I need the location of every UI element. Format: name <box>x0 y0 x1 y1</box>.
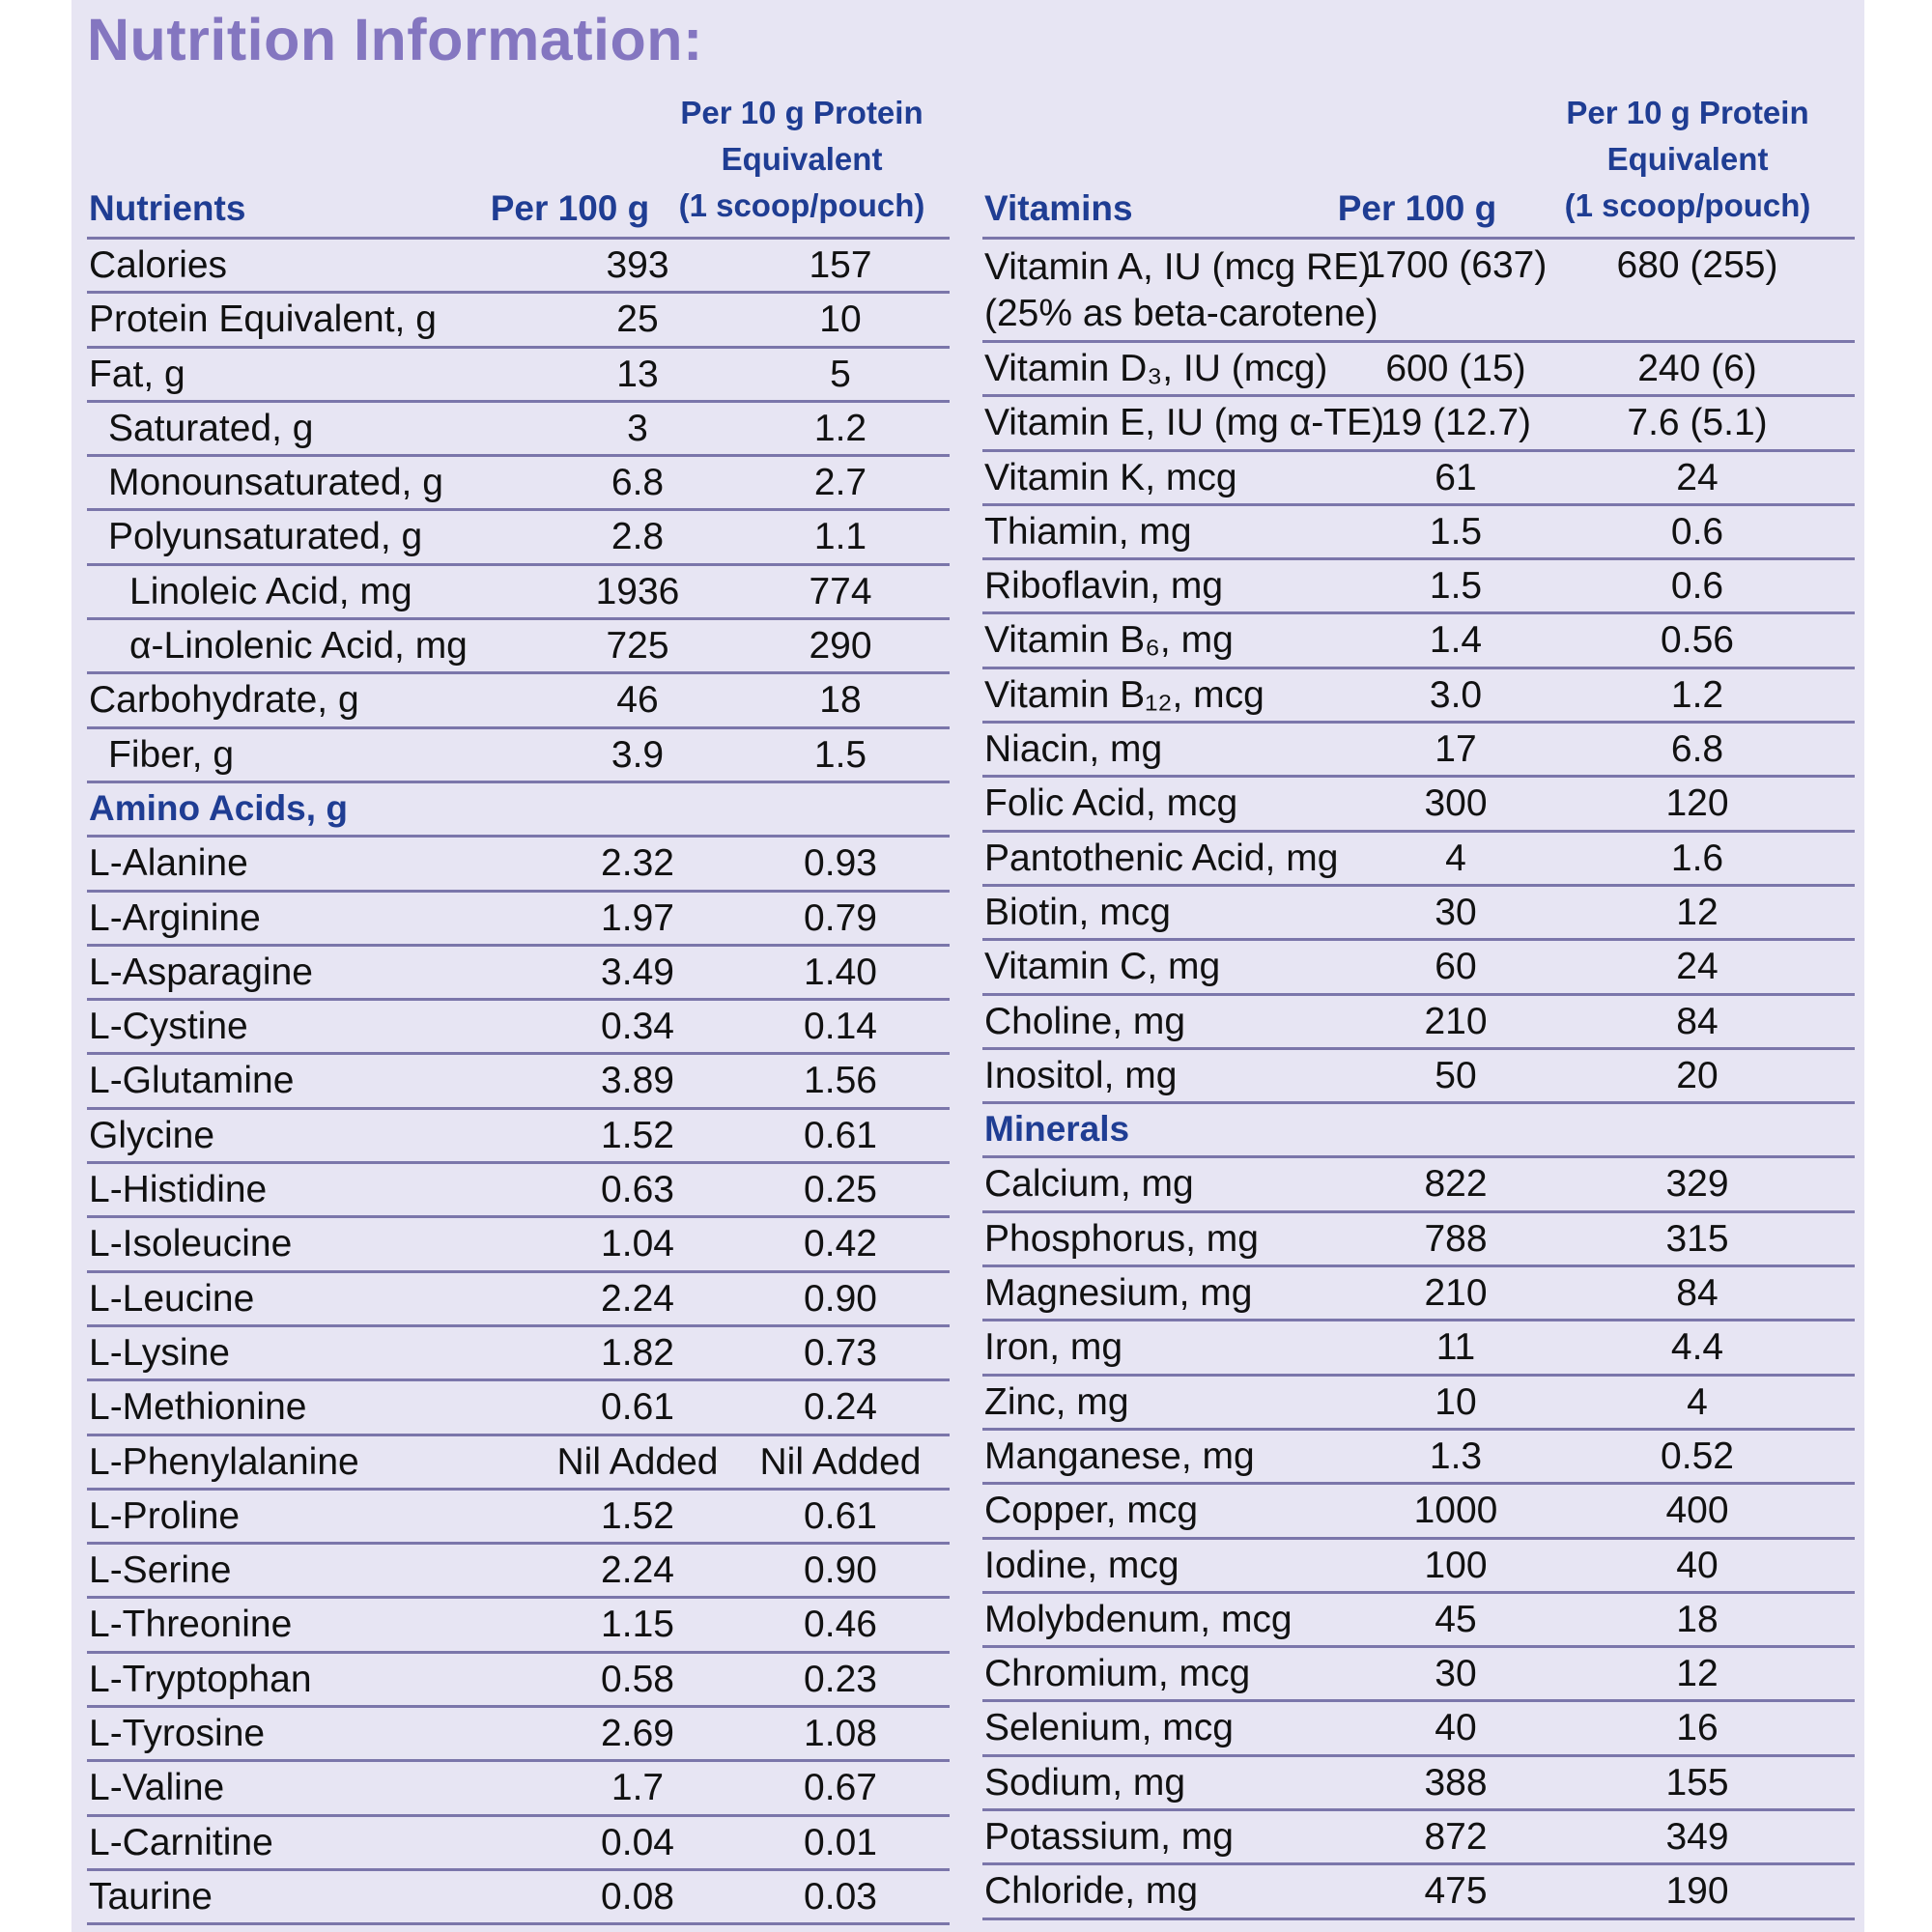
nutrient-name: Vitamin A, IU (mcg RE) (25% as beta-carotene) <box>984 246 1378 334</box>
value-per-10g-protein: 4 <box>1687 1380 1708 1423</box>
nutrient-name: L-Phenylalanine <box>89 1440 359 1483</box>
table-row <box>87 1164 950 1218</box>
nutrient-name: Fiber, g <box>108 733 235 776</box>
table-row <box>982 1811 1855 1865</box>
nutrient-name: Molybdenum, mcg <box>984 1598 1293 1640</box>
table-row <box>982 1540 1855 1594</box>
table-row <box>87 1491 950 1545</box>
value-per-10g-protein: 0.61 <box>804 1494 877 1537</box>
value-per-10g-protein: 1.1 <box>813 516 867 558</box>
value-per-100g: 0.58 <box>601 1658 674 1700</box>
table-row <box>982 1050 1855 1104</box>
value-per-100g: 25 <box>616 298 659 341</box>
value-per-100g: 3.89 <box>601 1060 674 1102</box>
value-per-10g-protein: 0.25 <box>804 1169 877 1211</box>
nutrient-name: Copper, mcg <box>984 1490 1199 1532</box>
value-per-10g-protein: 155 <box>1665 1761 1729 1804</box>
nutrient-name: L-Leucine <box>89 1277 255 1320</box>
value-per-100g: 30 <box>1435 891 1477 933</box>
value-per-10g-protein: 0.52 <box>1661 1435 1734 1477</box>
value-per-10g-protein: 40 <box>1676 1544 1719 1586</box>
table-row <box>982 1485 1855 1539</box>
table-row <box>87 1817 950 1871</box>
table-row <box>87 1218 950 1272</box>
nutrient-name: Calories <box>89 244 228 286</box>
value-per-10g-protein: 12 <box>1676 891 1719 933</box>
value-per-10g-protein: 0.67 <box>804 1767 877 1809</box>
nutrient-name: Vitamin B₁₂, mcg <box>984 673 1264 716</box>
table-row <box>982 614 1855 668</box>
value-per-10g-protein: 0.90 <box>804 1277 877 1320</box>
nutrient-name: Taurine <box>89 1875 213 1918</box>
nutrient-name: L-Threonine <box>89 1604 293 1646</box>
table-row <box>87 1110 950 1164</box>
nutrient-name: Folic Acid, mcg <box>984 782 1238 825</box>
value-per-10g-protein: 1.40 <box>804 951 877 993</box>
nutrient-name: Saturated, g <box>108 407 314 449</box>
value-per-100g: 0.34 <box>601 1006 674 1048</box>
value-per-100g: 6.8 <box>611 462 665 504</box>
nutrients-table-body <box>87 237 950 1925</box>
value-per-10g-protein: 84 <box>1676 1272 1719 1315</box>
nutrients-table-header <box>87 92 950 237</box>
value-per-100g: 1.52 <box>601 1494 674 1537</box>
value-per-100g: 475 <box>1424 1870 1488 1913</box>
table-row <box>87 1708 950 1762</box>
value-per-100g: 1.97 <box>601 896 674 939</box>
table-row <box>982 1431 1855 1485</box>
table-row <box>982 240 1855 343</box>
value-per-10g-protein: 120 <box>1665 782 1729 825</box>
value-per-10g-protein: 20 <box>1676 1054 1719 1096</box>
value-per-100g: 2.32 <box>601 842 674 885</box>
value-per-100g: 788 <box>1424 1217 1488 1260</box>
table-row <box>87 1545 950 1599</box>
value-per-100g: 2.24 <box>601 1549 674 1592</box>
table-row <box>982 343 1855 397</box>
value-per-100g: 60 <box>1435 946 1477 988</box>
value-per-100g: 1700 (637) <box>1364 244 1548 286</box>
table-row <box>982 506 1855 560</box>
value-per-100g: 2.24 <box>601 1277 674 1320</box>
nutrient-name: L-Asparagine <box>89 951 313 993</box>
nutrient-name: Glycine <box>89 1114 215 1156</box>
nutrient-name: L-Arginine <box>89 896 261 939</box>
value-per-10g-protein: 329 <box>1665 1163 1729 1206</box>
value-per-10g-protein: 1.56 <box>804 1060 877 1102</box>
value-per-100g: 1.3 <box>1429 1435 1483 1477</box>
header-vitamins: Vitamins <box>984 188 1133 228</box>
table-row <box>87 240 950 294</box>
table-row <box>87 1599 950 1653</box>
value-per-100g: 40 <box>1435 1707 1477 1749</box>
nutrient-name: L-Serine <box>89 1549 232 1592</box>
nutrient-name: Calcium, mg <box>984 1163 1194 1206</box>
value-per-100g: Nil Added <box>556 1440 719 1483</box>
vitamins-minerals-table <box>982 92 1855 1920</box>
table-row <box>87 566 950 620</box>
table-row <box>982 452 1855 506</box>
value-per-100g: 300 <box>1424 782 1488 825</box>
value-per-10g-protein: 7.6 (5.1) <box>1627 402 1768 444</box>
nutrient-name: Manganese, mg <box>984 1435 1255 1477</box>
table-row <box>87 1001 950 1055</box>
nutrient-name: Sodium, mg <box>984 1761 1186 1804</box>
value-per-100g: 46 <box>616 679 659 722</box>
table-row <box>982 1757 1855 1811</box>
table-row <box>87 674 950 728</box>
value-per-10g-protein: 0.46 <box>804 1604 877 1646</box>
nutrient-name: Minerals <box>984 1109 1130 1150</box>
value-per-10g-protein: 0.14 <box>804 1006 877 1048</box>
table-row <box>87 1436 950 1491</box>
value-per-10g-protein: 0.6 <box>1670 510 1724 553</box>
table-row <box>87 620 950 674</box>
nutrient-name: Riboflavin, mg <box>984 565 1224 608</box>
table-row <box>87 1654 950 1708</box>
table-row <box>982 1267 1855 1321</box>
nutrient-name: L-Glutamine <box>89 1060 295 1102</box>
table-row <box>87 294 950 348</box>
value-per-10g-protein: 10 <box>819 298 862 341</box>
nutrient-name: Vitamin D₃, IU (mcg) <box>984 348 1328 389</box>
value-per-10g-protein: 0.90 <box>804 1549 877 1592</box>
value-per-10g-protein: 1.6 <box>1670 837 1724 879</box>
table-row <box>982 1213 1855 1267</box>
value-per-100g: 1936 <box>595 570 680 612</box>
table-row <box>982 833 1855 887</box>
vitamins-table-header <box>982 92 1855 237</box>
value-per-10g-protein: 240 (6) <box>1637 348 1757 389</box>
table-row <box>87 403 950 457</box>
nutrient-name: Magnesium, mg <box>984 1272 1253 1315</box>
value-per-100g: 13 <box>616 353 659 395</box>
value-per-10g-protein: 0.23 <box>804 1658 877 1700</box>
nutrient-name: Vitamin E, IU (mg α-TE) <box>984 402 1385 444</box>
table-row <box>982 941 1855 995</box>
value-per-10g-protein: 18 <box>1676 1598 1719 1640</box>
value-per-10g-protein: 0.01 <box>804 1821 877 1863</box>
value-per-10g-protein: 1.2 <box>813 407 867 449</box>
header-per-10g-protein: Per 10 g Protein Equivalent (1 scoop/pouch) <box>1564 95 1811 223</box>
value-per-100g: 725 <box>606 625 669 668</box>
table-row <box>87 511 950 565</box>
nutrient-name: L-Lysine <box>89 1331 230 1374</box>
nutrient-name: Potassium, mg <box>984 1816 1234 1859</box>
value-per-100g: 1.4 <box>1429 619 1483 662</box>
table-row <box>982 1865 1855 1919</box>
value-per-100g: 1.82 <box>601 1331 674 1374</box>
nutrient-name: Chloride, mg <box>984 1870 1199 1913</box>
value-per-10g-protein: 0.56 <box>1661 619 1734 662</box>
value-per-100g: 0.08 <box>601 1875 674 1918</box>
table-row <box>982 669 1855 724</box>
nutrient-name: Biotin, mcg <box>984 891 1171 933</box>
nutrient-name: Iodine, mcg <box>984 1544 1179 1586</box>
table-row <box>87 1762 950 1816</box>
table-row <box>982 1702 1855 1756</box>
value-per-10g-protein: 0.6 <box>1670 565 1724 608</box>
nutrient-name: L-Valine <box>89 1767 225 1809</box>
table-row <box>87 1055 950 1109</box>
nutrient-name: Polyunsaturated, g <box>108 516 423 558</box>
value-per-100g: 1.52 <box>601 1114 674 1156</box>
value-per-100g: 1.7 <box>611 1767 665 1809</box>
nutrient-name: L-Tyrosine <box>89 1713 266 1755</box>
table-row <box>982 887 1855 941</box>
header-per-100g: Per 100 g <box>1337 188 1497 228</box>
value-per-100g: 3 <box>627 407 648 449</box>
value-per-100g: 393 <box>606 244 669 286</box>
table-row <box>982 1648 1855 1702</box>
value-per-100g: 50 <box>1435 1054 1477 1096</box>
nutrient-name: Vitamin C, mg <box>984 946 1221 988</box>
value-per-10g-protein: 5 <box>830 353 851 395</box>
value-per-10g-protein: 315 <box>1665 1217 1729 1260</box>
nutrient-name: Inositol, mg <box>984 1054 1178 1096</box>
nutrient-name: L-Isoleucine <box>89 1223 293 1265</box>
nutrients-table <box>87 92 950 1925</box>
table-row <box>87 349 950 403</box>
nutrient-name: Selenium, mcg <box>984 1707 1234 1749</box>
value-per-100g: 10 <box>1435 1380 1477 1423</box>
value-per-10g-protein: 190 <box>1665 1870 1729 1913</box>
value-per-100g: 61 <box>1435 456 1477 498</box>
value-per-100g: 872 <box>1424 1816 1488 1859</box>
nutrient-name: Iron, mg <box>984 1326 1123 1369</box>
value-per-100g: 19 (12.7) <box>1379 402 1532 444</box>
table-row <box>87 457 950 511</box>
value-per-10g-protein: 1.2 <box>1670 673 1724 716</box>
nutrient-name: Linoleic Acid, mg <box>129 570 412 612</box>
table-row <box>982 1158 1855 1212</box>
value-per-100g: 3.0 <box>1429 673 1483 716</box>
nutrient-name: Phosphorus, mg <box>984 1217 1259 1260</box>
value-per-10g-protein: 0.79 <box>804 896 877 939</box>
value-per-10g-protein: 0.24 <box>804 1386 877 1429</box>
nutrient-name: α-Linolenic Acid, mg <box>129 625 468 668</box>
value-per-100g: 30 <box>1435 1653 1477 1695</box>
value-per-10g-protein: 24 <box>1676 456 1719 498</box>
page-title: Nutrition Information: <box>87 7 703 72</box>
nutrient-name: Vitamin B₆, mg <box>984 619 1234 662</box>
value-per-100g: 1.15 <box>601 1604 674 1646</box>
table-row <box>87 947 950 1001</box>
nutrient-name: Vitamin K, mcg <box>984 456 1237 498</box>
value-per-100g: 45 <box>1435 1598 1477 1640</box>
value-per-100g: 210 <box>1424 1272 1488 1315</box>
section-heading-row <box>87 783 950 838</box>
table-row <box>982 560 1855 614</box>
table-row <box>982 397 1855 451</box>
nutrient-name: L-Proline <box>89 1494 241 1537</box>
value-per-100g: 4 <box>1445 837 1466 879</box>
value-per-10g-protein: 0.93 <box>804 842 877 885</box>
value-per-10g-protein: 16 <box>1676 1707 1719 1749</box>
nutrient-name: Niacin, mg <box>984 728 1163 771</box>
value-per-10g-protein: 349 <box>1665 1816 1729 1859</box>
value-per-100g: 388 <box>1424 1761 1488 1804</box>
table-row <box>982 1321 1855 1376</box>
value-per-100g: 1.04 <box>601 1223 674 1265</box>
table-row <box>87 893 950 947</box>
table-row <box>982 724 1855 778</box>
value-per-100g: 0.63 <box>601 1169 674 1211</box>
value-per-100g: 2.69 <box>601 1713 674 1755</box>
nutrient-name: Zinc, mg <box>984 1380 1129 1423</box>
table-row <box>87 838 950 892</box>
value-per-100g: 100 <box>1424 1544 1488 1586</box>
nutrient-name: Chromium, mcg <box>984 1653 1251 1695</box>
header-nutrients: Nutrients <box>89 188 246 228</box>
value-per-10g-protein: 0.73 <box>804 1331 877 1374</box>
value-per-100g: 11 <box>1435 1326 1476 1369</box>
nutrient-name: Amino Acids, g <box>89 787 348 828</box>
nutrient-name: Protein Equivalent, g <box>89 298 437 341</box>
vitamins-table-body <box>982 237 1855 1920</box>
value-per-100g: 822 <box>1424 1163 1488 1206</box>
value-per-10g-protein: 84 <box>1676 1000 1719 1042</box>
value-per-10g-protein: 1.5 <box>813 733 867 776</box>
nutrient-name: Monounsaturated, g <box>108 462 443 504</box>
nutrient-name: L-Tryptophan <box>89 1658 312 1700</box>
nutrient-name: Fat, g <box>89 353 185 395</box>
value-per-10g-protein: 1.08 <box>804 1713 877 1755</box>
value-per-100g: 0.04 <box>601 1821 674 1863</box>
value-per-10g-protein: 774 <box>809 570 872 612</box>
table-row <box>87 1381 950 1435</box>
value-per-10g-protein: 0.61 <box>804 1114 877 1156</box>
table-row <box>982 996 1855 1050</box>
nutrient-name: Choline, mg <box>984 1000 1186 1042</box>
value-per-10g-protein: 12 <box>1676 1653 1719 1695</box>
table-row <box>982 1594 1855 1648</box>
value-per-10g-protein: 0.03 <box>804 1875 877 1918</box>
value-per-100g: 17 <box>1435 728 1477 771</box>
header-per-10g-protein: Per 10 g Protein Equivalent (1 scoop/pouch) <box>678 95 925 223</box>
value-per-100g: 2.8 <box>611 516 665 558</box>
value-per-100g: 1000 <box>1413 1490 1498 1532</box>
nutrient-name: L-Alanine <box>89 842 248 885</box>
nutrient-name: Thiamin, mg <box>984 510 1192 553</box>
value-per-100g: 210 <box>1424 1000 1488 1042</box>
header-per-100g: Per 100 g <box>490 188 650 228</box>
nutrient-name: Pantothenic Acid, mg <box>984 837 1339 879</box>
value-per-10g-protein: 18 <box>819 679 862 722</box>
value-per-10g-protein: 290 <box>809 625 872 668</box>
value-per-100g: 1.5 <box>1429 565 1483 608</box>
table-row <box>87 729 950 783</box>
section-heading-row <box>982 1104 1855 1158</box>
table-row <box>982 778 1855 832</box>
value-per-100g: 0.61 <box>601 1386 674 1429</box>
table-row <box>87 1327 950 1381</box>
value-per-100g: 1.5 <box>1429 510 1483 553</box>
value-per-10g-protein: Nil Added <box>759 1440 922 1483</box>
value-per-10g-protein: 400 <box>1665 1490 1729 1532</box>
nutrient-name: L-Histidine <box>89 1169 268 1211</box>
value-per-10g-protein: 680 (255) <box>1616 244 1778 286</box>
nutrient-name: L-Cystine <box>89 1006 248 1048</box>
value-per-100g: 3.9 <box>611 733 665 776</box>
value-per-10g-protein: 157 <box>809 244 872 286</box>
value-per-100g: 600 (15) <box>1385 348 1526 389</box>
value-per-100g: 3.49 <box>601 951 674 993</box>
value-per-10g-protein: 4.4 <box>1670 1326 1724 1369</box>
value-per-10g-protein: 6.8 <box>1670 728 1724 771</box>
value-per-10g-protein: 0.42 <box>804 1223 877 1265</box>
nutrient-name: Carbohydrate, g <box>89 679 359 722</box>
table-row <box>87 1871 950 1925</box>
table-row <box>87 1273 950 1327</box>
value-per-10g-protein: 24 <box>1676 946 1719 988</box>
value-per-10g-protein: 2.7 <box>813 462 867 504</box>
nutrient-name: L-Methionine <box>89 1386 307 1429</box>
table-row <box>982 1377 1855 1431</box>
nutrient-name: L-Carnitine <box>89 1821 273 1863</box>
